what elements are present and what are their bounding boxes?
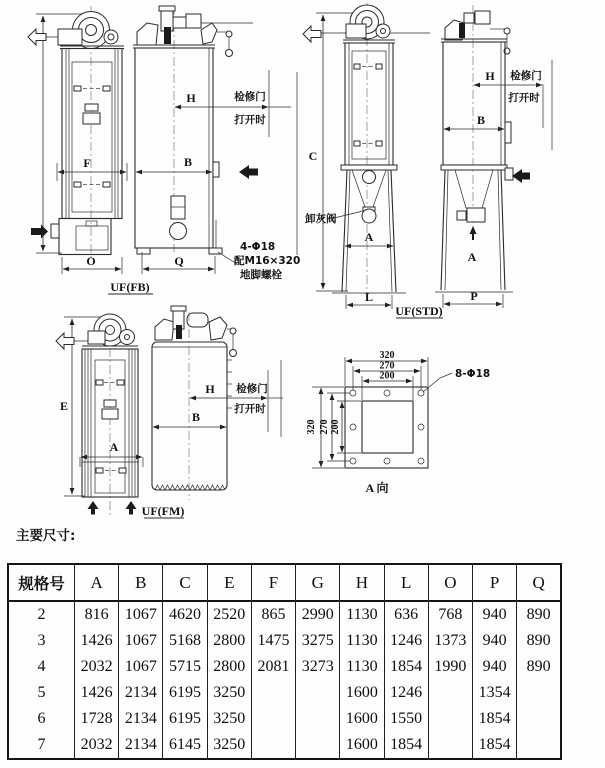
- anchor-note-line2: 配M16×320: [234, 255, 301, 267]
- dimension-cell: 890: [517, 628, 561, 654]
- ash-valve: [362, 209, 376, 223]
- spec-number-cell: 5: [37, 684, 46, 701]
- view-caption-uf-fb: UF(FB): [110, 280, 150, 294]
- bolt-hole: [384, 390, 390, 396]
- dim-label-b: B: [191, 410, 201, 424]
- section-title: 主要尺寸:: [16, 528, 76, 544]
- dimension-cell: 1246: [384, 628, 428, 654]
- dim-label-h: H: [205, 382, 215, 396]
- flange-dim-200-left: 200: [330, 419, 341, 435]
- dimension-cell: 2081: [251, 654, 295, 680]
- dim-label-b: B: [183, 155, 193, 169]
- dimension-cell: 2032: [75, 732, 119, 759]
- spec-number-cell: 2: [37, 606, 46, 623]
- dim-label-h: H: [485, 69, 495, 83]
- dim-label-q: Q: [174, 254, 184, 268]
- up-arrow-icon: [470, 226, 477, 240]
- door-handle: [102, 409, 118, 419]
- dimension-cell: [428, 732, 472, 759]
- dim-label-c: C: [308, 149, 318, 163]
- bolt-hole-note: 8-Φ18: [455, 368, 491, 380]
- outlet-arrow-icon: [303, 26, 321, 42]
- dimension-cell: 1600: [340, 680, 384, 706]
- inlet-arrow-icon: [31, 225, 48, 239]
- view-caption-a-direction: A 向: [365, 481, 389, 495]
- door-note-line2: 打开时: [234, 114, 266, 126]
- foot-pad: [137, 248, 150, 254]
- dimension-cell: [517, 680, 561, 706]
- column-header-B: B: [119, 564, 163, 601]
- dimension-cell: 1067: [119, 654, 163, 680]
- dim-label-b: B: [476, 113, 486, 127]
- table-row: [8, 732, 561, 759]
- dim-label-o: O: [86, 254, 96, 268]
- dimension-cell: 2032: [75, 654, 119, 680]
- dimension-cell: 3250: [207, 732, 251, 759]
- ash-valve: [467, 208, 485, 222]
- table-header: [8, 564, 561, 601]
- dimension-cell: 1130: [340, 628, 384, 654]
- inlet-arrow-icon: [512, 169, 530, 183]
- dimension-cell: 890: [517, 601, 561, 628]
- dimension-cell: 1426: [75, 680, 119, 706]
- dimension-cell: [517, 706, 561, 732]
- dimension-cell: 940: [472, 628, 516, 654]
- dimension-cell: 6195: [163, 680, 207, 706]
- cabinet-body: [152, 342, 227, 490]
- dimension-cell: 2134: [119, 680, 163, 706]
- column-header-L: L: [384, 564, 428, 601]
- table-row: [8, 680, 561, 706]
- flange-plate: [345, 387, 428, 468]
- flange-dim-270-top: 270: [379, 360, 395, 372]
- uf-fb-front-view: [28, 6, 127, 274]
- dimension-cell: 890: [517, 654, 561, 680]
- dimension-cell: 3250: [207, 680, 251, 706]
- serrated-skirt: [155, 485, 225, 490]
- dimension-cell: 1426: [75, 628, 119, 654]
- view-caption-uf-std: UF(STD): [395, 304, 443, 318]
- door-note-line2: 打开时: [508, 92, 540, 104]
- dimension-cell: 3250: [207, 706, 251, 732]
- dimension-cell: [428, 680, 472, 706]
- dim-label-f: F: [83, 156, 91, 170]
- dimension-cell: 2800: [207, 654, 251, 680]
- spec-number-cell: 6: [37, 710, 46, 727]
- flange-dim-270-left: 270: [319, 419, 330, 435]
- dim-label-a: A: [109, 440, 119, 454]
- column-header-F: F: [251, 564, 295, 601]
- column-header-G: G: [296, 564, 340, 601]
- dim-label-l: L: [364, 290, 374, 304]
- access-door-panel: [72, 62, 112, 212]
- spec-number-cell: 7: [37, 736, 46, 753]
- column-header-spec: 规格号: [8, 564, 75, 601]
- dimension-cell: 1354: [472, 680, 516, 706]
- column-header-A: A: [75, 564, 119, 601]
- column-header-H: H: [340, 564, 384, 601]
- inlet-arrow-icon: [239, 165, 258, 179]
- dimension-cell: 3275: [296, 628, 340, 654]
- uf-fm-front-view: [56, 314, 143, 516]
- table-row: [8, 601, 561, 628]
- bolt-hole: [418, 390, 424, 396]
- door-note-line1: 检修门: [510, 70, 542, 82]
- dimension-cell: 1130: [340, 601, 384, 628]
- dimension-cell: 5168: [163, 628, 207, 654]
- dimension-cell: 2800: [207, 628, 251, 654]
- dim-label-p: P: [470, 289, 478, 303]
- dimension-cell: 816: [75, 601, 119, 628]
- view-caption-uf-fm: UF(FM): [141, 504, 185, 518]
- dimension-cell: 1600: [340, 732, 384, 759]
- dimension-cell: 768: [428, 601, 472, 628]
- dimension-cell: 2134: [119, 732, 163, 759]
- dimension-cell: 2134: [119, 706, 163, 732]
- dimension-cell: 1854: [384, 654, 428, 680]
- dimension-cell: [428, 706, 472, 732]
- table-row: [8, 628, 561, 654]
- dimension-cell: 1550: [384, 706, 428, 732]
- bolt-hole: [418, 424, 424, 430]
- dimension-cell: 1728: [75, 706, 119, 732]
- dimension-cell: 1067: [119, 628, 163, 654]
- uf-fm-side-view: [142, 306, 283, 518]
- dimension-cell: [296, 706, 340, 732]
- bolt-hole: [350, 424, 356, 430]
- dimension-cell: 1246: [384, 680, 428, 706]
- dimension-cell: 1475: [251, 628, 295, 654]
- dimension-cell: 1854: [384, 732, 428, 759]
- uf-std-front-view: [303, 3, 443, 318]
- bolt-hole: [350, 458, 356, 464]
- dimensions-table: [7, 563, 562, 760]
- dimension-cell: 1990: [428, 654, 472, 680]
- uf-fb-side-view: [108, 6, 300, 294]
- dimension-cell: 5715: [163, 654, 207, 680]
- dimension-cell: 636: [384, 601, 428, 628]
- dim-label-e: E: [59, 399, 69, 413]
- dimension-cell: 1067: [119, 601, 163, 628]
- dimension-cell: 3273: [296, 654, 340, 680]
- dimension-cell: 4620: [163, 601, 207, 628]
- dimension-cell: 940: [472, 601, 516, 628]
- anchor-note-line1: 4-Φ18: [240, 241, 276, 253]
- dimension-cell: [517, 732, 561, 759]
- dimension-cell: 1854: [472, 732, 516, 759]
- fan-motor: [88, 331, 105, 344]
- flange-opening: [362, 401, 413, 453]
- dimension-cell: 940: [472, 654, 516, 680]
- bolt-hole: [350, 390, 356, 396]
- column-header-P: P: [472, 564, 516, 601]
- hopper: [455, 170, 493, 208]
- bottom-drawer: [59, 219, 111, 255]
- dimension-cell: [251, 706, 295, 732]
- dimension-cell: 1130: [340, 654, 384, 680]
- ash-valve-label: 卸灰阀: [305, 213, 337, 225]
- fan-motor: [346, 24, 366, 38]
- bolt-hole: [418, 458, 424, 464]
- flange-view-a: [306, 350, 490, 495]
- dimension-cell: [296, 680, 340, 706]
- dimension-cell: [251, 680, 295, 706]
- dimension-cell: 1373: [428, 628, 472, 654]
- column-header-Q: Q: [517, 564, 561, 601]
- cabinet-body: [443, 42, 505, 165]
- dim-label-h: H: [186, 91, 196, 105]
- column-header-C: C: [163, 564, 207, 601]
- dim-label-a: A: [364, 230, 374, 244]
- anchor-note-line3: 地脚螺栓: [240, 269, 282, 281]
- dim-label-a: A: [467, 250, 477, 264]
- dimension-cell: 1600: [340, 706, 384, 732]
- dimension-cell: 1854: [472, 706, 516, 732]
- column-header-E: E: [207, 564, 251, 601]
- dimension-cell: 6195: [163, 706, 207, 732]
- fan-motor: [58, 29, 82, 45]
- dimension-cell: 2990: [296, 601, 340, 628]
- side-door: [505, 122, 511, 143]
- door-note-line1: 检修门: [236, 383, 268, 395]
- table-row: [8, 654, 561, 680]
- up-arrow-icon: [126, 501, 137, 515]
- spec-number-cell: 4: [37, 658, 46, 675]
- door-note-line1: 检修门: [234, 91, 266, 103]
- dimension-cell: 6145: [163, 732, 207, 759]
- dimension-cell: 2520: [207, 601, 251, 628]
- table-row: [8, 706, 561, 732]
- door-handle: [83, 113, 100, 124]
- outlet-arrow-icon: [56, 333, 74, 349]
- dimension-cell: [296, 732, 340, 759]
- uf-std-side-view: [435, 5, 552, 308]
- flange-dim-320-left: 320: [306, 419, 317, 435]
- flange-dim-320-top: 320: [379, 350, 395, 361]
- column-header-O: O: [428, 564, 472, 601]
- cabinet-body: [62, 49, 122, 219]
- flange-dim-200-top: 200: [379, 370, 395, 382]
- table-body: [8, 601, 561, 759]
- dimension-cell: 865: [251, 601, 295, 628]
- door-note-line2: 打开时: [234, 403, 266, 415]
- up-arrow-icon: [88, 501, 99, 515]
- header-row: [8, 564, 561, 601]
- dimension-cell: [251, 732, 295, 759]
- spec-number-cell: 3: [37, 632, 46, 649]
- bolt-hole: [384, 458, 390, 464]
